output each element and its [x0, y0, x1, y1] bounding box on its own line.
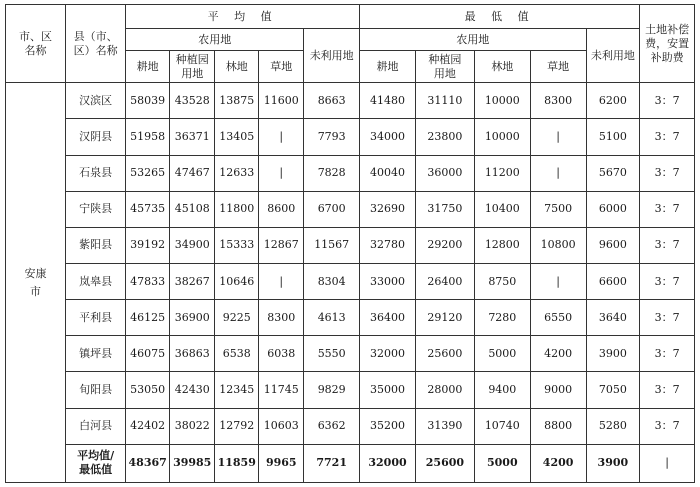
header-avg-cultivated: 耕地 [126, 51, 170, 83]
min-cultivated-value: 32000 [360, 336, 416, 372]
min-forest-value: 5000 [474, 336, 530, 372]
compensation-ratio: 3：7 [640, 227, 695, 263]
avg-cultivated-value: 46075 [126, 336, 170, 372]
min-cultivated-value: 33000 [360, 264, 416, 300]
min-unused-value: 6000 [586, 191, 640, 227]
avg-forest-value: 12792 [215, 408, 259, 444]
min-forest-value: 8750 [474, 264, 530, 300]
summary-min-forest: 5000 [474, 444, 530, 482]
table-row [6, 408, 695, 444]
avg-forest-value: 10646 [215, 264, 259, 300]
county-name: 紫阳县 [66, 227, 126, 263]
avg-unused-value: 5550 [304, 336, 360, 372]
min-forest-value: 12800 [474, 227, 530, 263]
compensation-standard-table [5, 4, 695, 483]
min-cultivated-value: 32690 [360, 191, 416, 227]
avg-cultivated-value: 53050 [126, 372, 170, 408]
min-unused-value: 5100 [586, 119, 640, 155]
table-row [6, 372, 695, 408]
avg-unused-value: 6362 [304, 408, 360, 444]
header-avg-forest: 林地 [215, 51, 259, 83]
min-orchard-value: 29120 [415, 300, 474, 336]
min-unused-value: 7050 [586, 372, 640, 408]
min-orchard-value: 23800 [415, 119, 474, 155]
compensation-ratio: 3：7 [640, 408, 695, 444]
avg-cultivated-value: 45735 [126, 191, 170, 227]
avg-grassland-value: 8300 [259, 300, 304, 336]
header-county: 县（市、区）名称 [66, 5, 126, 83]
min-grassland-value: 6550 [530, 300, 586, 336]
avg-cultivated-value: 46125 [126, 300, 170, 336]
header-min-unused-land: 未利用地 [586, 29, 640, 83]
min-unused-value: 3900 [586, 336, 640, 372]
avg-grassland-value: | [259, 155, 304, 191]
table-row [6, 227, 695, 263]
compensation-ratio: 3：7 [640, 264, 695, 300]
min-forest-value: 10740 [474, 408, 530, 444]
header-avg-agri-land: 农用地 [126, 29, 304, 51]
avg-forest-value: 12345 [215, 372, 259, 408]
min-unused-value: 6600 [586, 264, 640, 300]
table-row [6, 155, 695, 191]
min-unused-value: 6200 [586, 83, 640, 119]
county-name: 平利县 [66, 300, 126, 336]
header-min-cultivated: 耕地 [360, 51, 416, 83]
summary-min-orchard: 25600 [415, 444, 474, 482]
min-grassland-value: 8800 [530, 408, 586, 444]
avg-orchard-value: 47467 [170, 155, 215, 191]
table-row [6, 119, 695, 155]
avg-orchard-value: 36900 [170, 300, 215, 336]
avg-unused-value: 7793 [304, 119, 360, 155]
avg-cultivated-value: 53265 [126, 155, 170, 191]
min-grassland-value: | [530, 264, 586, 300]
county-name: 旬阳县 [66, 372, 126, 408]
compensation-ratio: 3：7 [640, 155, 695, 191]
header-avg-unused-land: 未利用地 [304, 29, 360, 83]
avg-grassland-value: 12867 [259, 227, 304, 263]
avg-orchard-value: 45108 [170, 191, 215, 227]
avg-unused-value: 8304 [304, 264, 360, 300]
header-min-orchard: 种植园用地 [415, 51, 474, 83]
min-orchard-value: 25600 [415, 336, 474, 372]
avg-forest-value: 13875 [215, 83, 259, 119]
min-cultivated-value: 32780 [360, 227, 416, 263]
min-grassland-value: 10800 [530, 227, 586, 263]
min-unused-value: 3640 [586, 300, 640, 336]
min-unused-value: 5280 [586, 408, 640, 444]
min-grassland-value: 9000 [530, 372, 586, 408]
min-orchard-value: 31750 [415, 191, 474, 227]
avg-grassland-value: | [259, 264, 304, 300]
avg-forest-value: 6538 [215, 336, 259, 372]
min-orchard-value: 31110 [415, 83, 474, 119]
avg-orchard-value: 34900 [170, 227, 215, 263]
min-cultivated-value: 34000 [360, 119, 416, 155]
min-grassland-value: | [530, 155, 586, 191]
summary-avg-cultivated: 48367 [126, 444, 170, 482]
compensation-ratio: 3：7 [640, 191, 695, 227]
summary-min-unused: 3900 [586, 444, 640, 482]
avg-forest-value: 11800 [215, 191, 259, 227]
min-grassland-value: | [530, 119, 586, 155]
min-forest-value: 10000 [474, 83, 530, 119]
min-forest-value: 7280 [474, 300, 530, 336]
summary-min-cultivated: 32000 [360, 444, 416, 482]
table-row [6, 83, 695, 119]
summary-min-grassland: 4200 [530, 444, 586, 482]
summary-row [6, 444, 695, 482]
county-name: 镇坪县 [66, 336, 126, 372]
header-average-group: 平 均 值 [126, 5, 360, 29]
avg-orchard-value: 36371 [170, 119, 215, 155]
min-forest-value: 9400 [474, 372, 530, 408]
county-name: 石泉县 [66, 155, 126, 191]
avg-cultivated-value: 42402 [126, 408, 170, 444]
county-name: 白河县 [66, 408, 126, 444]
avg-cultivated-value: 58039 [126, 83, 170, 119]
county-name: 岚皋县 [66, 264, 126, 300]
avg-cultivated-value: 51958 [126, 119, 170, 155]
min-forest-value: 10000 [474, 119, 530, 155]
table-row [6, 264, 695, 300]
summary-ratio: | [640, 444, 695, 482]
header-city-district: 市、区名称 [6, 5, 66, 83]
county-name: 宁陕县 [66, 191, 126, 227]
min-orchard-value: 26400 [415, 264, 474, 300]
avg-orchard-value: 36863 [170, 336, 215, 372]
header-minimum-group: 最 低 值 [360, 5, 640, 29]
min-grassland-value: 4200 [530, 336, 586, 372]
city-name: 安康市 [6, 83, 66, 483]
summary-avg-orchard: 39985 [170, 444, 215, 482]
avg-unused-value: 8663 [304, 83, 360, 119]
avg-grassland-value: | [259, 119, 304, 155]
avg-grassland-value: 6038 [259, 336, 304, 372]
avg-unused-value: 7828 [304, 155, 360, 191]
min-orchard-value: 31390 [415, 408, 474, 444]
min-cultivated-value: 40040 [360, 155, 416, 191]
min-cultivated-value: 35000 [360, 372, 416, 408]
avg-unused-value: 9829 [304, 372, 360, 408]
min-orchard-value: 28000 [415, 372, 474, 408]
avg-orchard-value: 38022 [170, 408, 215, 444]
table-row [6, 191, 695, 227]
table-row [6, 300, 695, 336]
header-avg-grassland: 草地 [259, 51, 304, 83]
min-orchard-value: 29200 [415, 227, 474, 263]
min-forest-value: 10400 [474, 191, 530, 227]
compensation-ratio: 3：7 [640, 336, 695, 372]
min-unused-value: 9600 [586, 227, 640, 263]
avg-grassland-value: 11600 [259, 83, 304, 119]
compensation-ratio: 3：7 [640, 372, 695, 408]
avg-grassland-value: 11745 [259, 372, 304, 408]
header-min-grassland: 草地 [530, 51, 586, 83]
avg-forest-value: 9225 [215, 300, 259, 336]
avg-grassland-value: 8600 [259, 191, 304, 227]
summary-avg-unused: 7721 [304, 444, 360, 482]
compensation-ratio: 3：7 [640, 300, 695, 336]
min-cultivated-value: 35200 [360, 408, 416, 444]
summary-avg-grassland: 9965 [259, 444, 304, 482]
avg-unused-value: 4613 [304, 300, 360, 336]
header-avg-orchard: 种植园用地 [170, 51, 215, 83]
table-row [6, 336, 695, 372]
min-cultivated-value: 41480 [360, 83, 416, 119]
county-name: 汉滨区 [66, 83, 126, 119]
county-name: 汉阴县 [66, 119, 126, 155]
avg-unused-value: 6700 [304, 191, 360, 227]
avg-forest-value: 12633 [215, 155, 259, 191]
compensation-ratio: 3：7 [640, 83, 695, 119]
avg-orchard-value: 38267 [170, 264, 215, 300]
avg-forest-value: 15333 [215, 227, 259, 263]
header-compensation: 土地补偿费，安置补助费 [640, 5, 695, 83]
min-orchard-value: 36000 [415, 155, 474, 191]
min-unused-value: 5670 [586, 155, 640, 191]
compensation-ratio: 3：7 [640, 119, 695, 155]
min-cultivated-value: 36400 [360, 300, 416, 336]
avg-orchard-value: 42430 [170, 372, 215, 408]
min-grassland-value: 8300 [530, 83, 586, 119]
avg-cultivated-value: 47833 [126, 264, 170, 300]
summary-label: 平均值/最低值 [66, 444, 126, 482]
min-grassland-value: 7500 [530, 191, 586, 227]
header-min-forest: 林地 [474, 51, 530, 83]
avg-cultivated-value: 39192 [126, 227, 170, 263]
min-forest-value: 11200 [474, 155, 530, 191]
avg-grassland-value: 10603 [259, 408, 304, 444]
avg-unused-value: 11567 [304, 227, 360, 263]
avg-forest-value: 13405 [215, 119, 259, 155]
summary-avg-forest: 11859 [215, 444, 259, 482]
avg-orchard-value: 43528 [170, 83, 215, 119]
header-min-agri-land: 农用地 [360, 29, 586, 51]
